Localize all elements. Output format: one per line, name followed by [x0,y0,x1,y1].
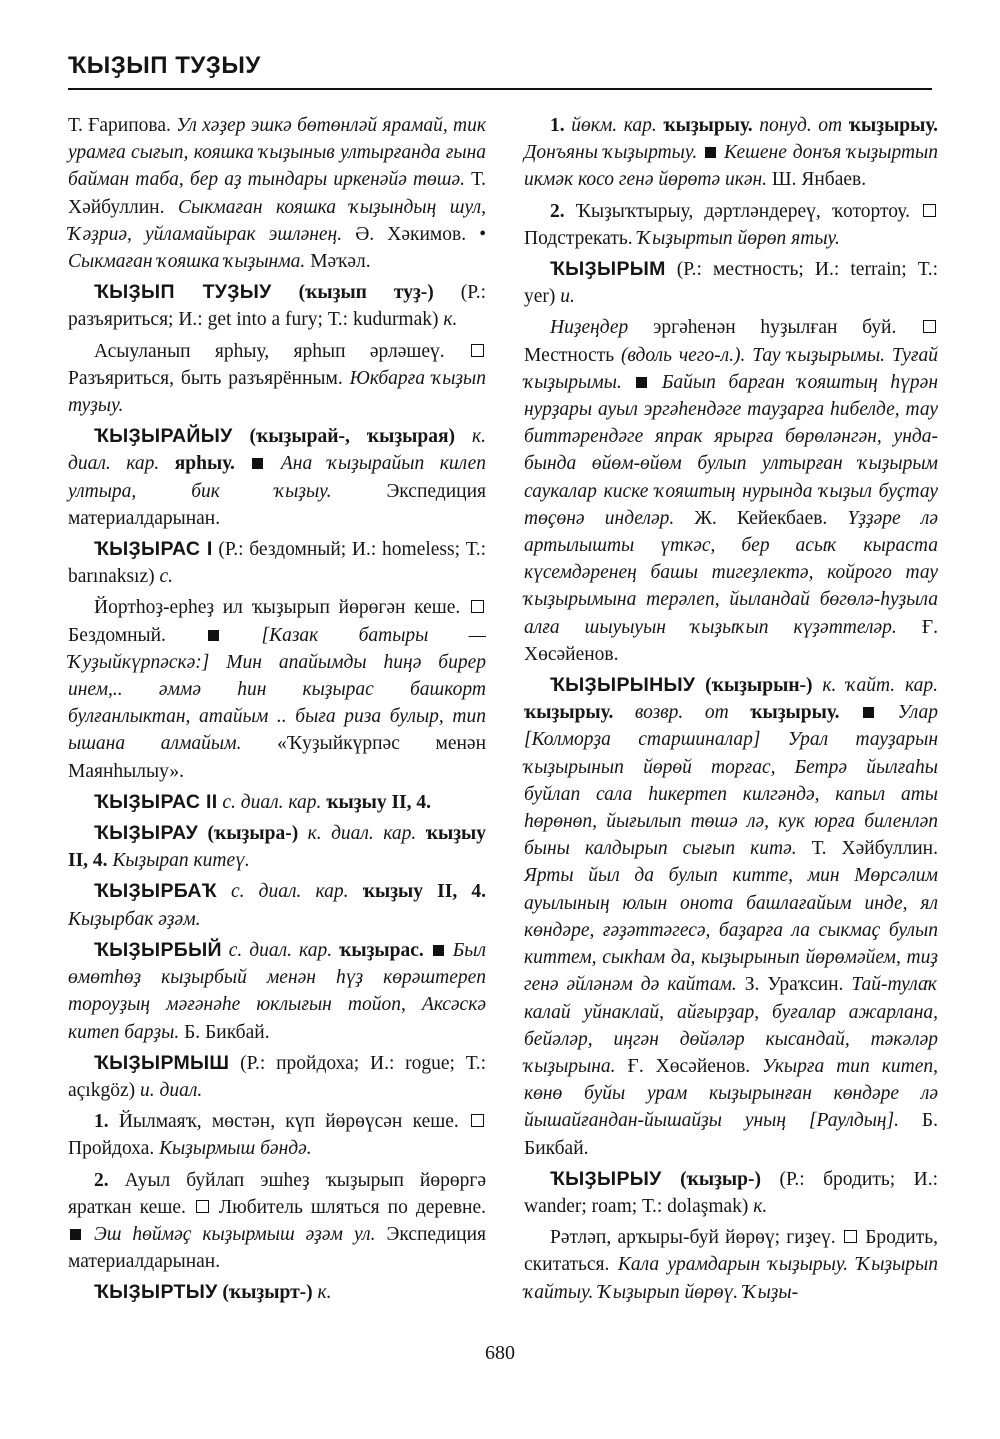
black-square-icon [636,377,647,388]
definition-paragraph [68,338,486,420]
bullet-icon: • [479,223,487,245]
definition-paragraph [524,1224,938,1306]
entry-kyzyrym [524,256,938,310]
headword: ҠЫҘЫРБЫЙ [94,938,222,961]
example-text: Кыҙырмыш бәндә. [159,1138,312,1160]
sense-number: 2. [94,1169,109,1191]
cross-reference: ҡыҙырыу. [663,115,753,136]
sense-number: 2. [550,200,565,222]
source-text: Б. Бикбай. [524,1110,938,1159]
source-text: Мәҡәл. [310,251,371,273]
example-text: Донъяны ҡыҙыртыу. [524,142,698,164]
example-text: Ул хәҙер эшкә бөтөнләй ярамай, тик урамға сығып, кояшка ҡыҙыныв ултырғанда ғына байман таба, бер аҙ тындары иркенәйә төшә. [68,115,486,191]
example-text: Тау ҡыҙырымы. Туғай ҡыҙырымы. [524,344,938,393]
russian-equivalent: Подстрекать. [524,227,633,249]
example-text: Байып барған ҡояштың һүрән нурҙары ауыл эргәһендәге тауҙарға һибелде, тау биттәрендәге япрак ярырға бөрөләнгән, унда-бында өйөм-өйөм булып ултырған ҡыҙырым саукалар киске ҡояштың нурында ҡыҙыл буҫтау төҫөнә инделәр. [524,371,938,529]
source-text: Ғ. Хөсәйенов. [627,1055,751,1077]
part-of-speech: к. диал. кар. [307,823,417,845]
source-text: З. Ураҡсин. [744,974,844,996]
entry-kyzyrtyu [68,1279,486,1306]
sense-2 [524,198,938,252]
header-rule [68,88,932,90]
russian-equivalent: Бродить, скитаться. [524,1227,939,1276]
word-forms: (ҡыҙыра-) [207,823,299,845]
cross-reference: ҡыҙырыу. [524,702,614,724]
headword: ҠЫҘЫРАУ [94,822,199,845]
headword: ҠЫҘЫРАС II [94,790,218,813]
definition: Йылмаяҡ, мөстән, күп йөрөүсән кеше. [118,1111,459,1133]
white-square-icon [844,1230,857,1243]
entry-kyzyras-1 [68,536,486,590]
example-text: Улар [Колморҙа старшиналар] Урал тауҙарын ҡыҙырынып йөрөй торғас, Бетрә йылғаһы буйлап сала һикертеп килгәндә, капыл аты һөрөнөп, йығылып төшә лә, кук юрға биленләп быны калдырып сығып китә. [524,702,939,860]
entry-kyzyp-tuzyu [68,279,486,333]
example-text: Укырға тип китеп, көнө буйы урам кыҙырынған көндәре лә йышайғандан-йышайҙы уның [Раулдың]. [524,1055,939,1132]
part-of-speech: к. [443,309,458,331]
black-square-icon [252,458,263,469]
word-forms: (ҡыҙыр-) [680,1168,761,1190]
source-text: Т. Хәйбуллин. [68,169,486,218]
example-text: Ярты йыл да булып китте, мин Мөрсәлим ауылының юлын онота башлағайым инде, ял көндәре, ғәҙәттәгесә, баҙарға ла сыкмаҫ булып киттем, сыкһам да, кыҙырынып йөрөмәйем, тиҙ генә әйләнәм дә кайтам. [524,865,938,996]
part-of-speech: и. диал. [140,1079,203,1101]
definition-paragraph [68,594,486,784]
russian-equivalent: Любитель шляться по деревне. [218,1196,486,1218]
definition: Асыуланып ярһыу, ярһып әрләшеү. [94,340,445,362]
headword: ҠЫҘЫРБАҠ [94,880,217,903]
source-text: Экспедиция материалдарынан. [68,1223,487,1273]
cross-reference: ҡыҙыу II, 4. [68,823,487,872]
sense-number: 1. [94,1111,109,1133]
sense-number: 1. [550,115,565,136]
white-square-icon [923,204,936,217]
sense-2 [68,1167,486,1276]
entry-kyzyrbak [68,878,486,932]
example-text: Сыкмаған кояшка ҡыҙындың шул, Ҡәҙриә, уйламайырак эшләнең. [68,196,486,245]
white-square-icon [471,1114,484,1127]
russian-equivalent: Бездомный. [68,624,166,646]
cross-reference: ҡыҙырас. [339,939,424,961]
source-text: Ш. Янбаев. [771,169,867,191]
right-column [524,112,938,1310]
source-text: Экспедиция материалдарынан. [68,480,486,529]
cross-reference: ҡыҙыу II, 4. [326,791,432,813]
headword: ҠЫҘЫРАЙЫУ [94,425,233,448]
running-head: ҠЫҘЫП ТУҘЫУ [68,52,261,79]
white-square-icon [471,344,484,357]
source-text: Ғ. Хөсәйенов. [524,616,938,665]
translations: (Р.: пройдоха; И.: rogue; Т.: açıkgöz) [68,1052,486,1101]
example-text: Эш һөймәҫ кыҙырмыш әҙәм ул. [93,1223,376,1245]
headword: ҠЫҘЫП ТУҘЫУ [94,281,272,304]
source-text: Б. Бикбай. [184,1021,270,1043]
part-of-speech: к. диал. кар. [68,426,486,475]
translations: (Р.: бездомный; И.: homeless; Т.: barınaksız) [68,539,487,588]
definition-paragraph [524,314,938,668]
definition: Йортһоҙ-ерһеҙ ил ҡыҙырып йөрөгән кеше. [94,597,461,619]
translations: (Р.: местность; И.: terrain; Т.: yer) [524,259,939,308]
entry-kyzyras-2 [68,789,486,816]
example-text: Кала урамдарын ҡыҙырыу. Ҡыҙырып ҡайтыу. Ҡыҙырып йөрөү. Ҡыҙы- [524,1254,938,1303]
part-of-speech: к. [317,1282,332,1304]
headword: ҠЫҘЫРАС I [94,538,213,561]
source-text: Ә. Хәкимов. [355,223,467,245]
part-of-speech: к. [753,1195,768,1217]
cross-reference: ҡыҙырыу. [750,702,840,724]
part-of-speech: к. ҡайт. кар. [822,675,939,697]
entry-kyzyrbyi [68,937,486,1046]
headword: ҠЫҘЫРЫУ [550,1167,662,1190]
definition: эргәһенән һуҙылған буй. [652,317,897,339]
headword: ҠЫҘЫРЫМ [550,258,666,281]
headword: ҠЫҘЫРМЫШ [94,1051,230,1074]
example-text: Кыҙырбак әҙәм. [68,908,201,930]
part-of-speech: с. диал. кар. [222,791,322,813]
source-text: Ж. Кейекбаев. [694,507,828,529]
black-square-icon [863,707,874,718]
usage-note: (вдоль чего-л.). [620,344,746,366]
example-text: Тай-тулаҡ калай уйнаклай, айғырҙар, буғалар ажарлана, бейәләр, иңгән дөйәләр кысандай, тәкәләр ҡыҙырына. [524,974,939,1077]
definition: Ниҙеңдер [550,317,629,339]
example-text: Был өмөтһөҙ кыҙырбый менән һүҙ көрәштереп тороуҙың мәғәнәһе юклығын тойоп, Аксәскә китеп барҙы. [68,939,486,1043]
page-number: 680 [485,1342,515,1364]
black-square-icon [208,630,219,641]
example-text: Юкбарға ҡыҙып туҙыу. [68,367,486,417]
part-of-speech: с. диал. кар. [231,881,349,903]
sense-1 [68,1108,486,1162]
definition: Ауыл буйлап эшһеҙ ҡыҙырып йөрөргә яраткан кеше. [68,1169,487,1218]
part-of-speech: и. [560,286,575,308]
russian-equivalent: Местность [524,344,615,366]
left-column [68,112,486,1311]
example-text: Үҙҙәре лә артылышты үткәс, бер асыҡ кыраста күсемдәренең башы тигеҙлектә, койрого тау ҡыҙырымына терәлеп, йыландай бөгөлә-һуҙыла алға шыуыуын ҡыҙыҡып күҙәттеләр. [524,507,938,638]
cross-reference: ҡыҙырыу. [848,115,939,136]
example-text: Кешене донъя ҡыҙыртып икмәк косо генә йөрөтә икән. [524,142,939,191]
word-forms: (ҡыҙырт-) [222,1282,313,1304]
entry-kyzyrau [68,820,486,874]
example-text: [Казак батыры — Ҡуҙыйкүрпәскә:] Мин апайымды һиңә бирер инем,.. әммә һин кыҙырас башкорт булғанлыктан, атайым .. быға риза булыр, тип ышана алмайым. [68,624,487,755]
proverb-text: Сыкмаған ҡояшка ҡыҙынма. [68,251,306,273]
cross-reference: ярһыу. [174,453,235,475]
entry-kyzyrmysh [68,1050,486,1104]
black-square-icon [70,1229,81,1240]
word-forms: (ҡыҙып туҙ-) [298,282,434,304]
entry-kyzyrynyu [524,672,938,1162]
headword: ҠЫҘЫРТЫУ [94,1281,218,1304]
headword: ҠЫҘЫРЫНЫУ [550,674,696,697]
cross-reference: ҡыҙыу II, 4. [362,881,486,903]
white-square-icon [196,1200,209,1213]
part-of-speech: понуд. от [759,115,843,136]
sense-1 [524,112,938,194]
entry-kyzyraiyu [68,423,486,532]
example-text: Ҡыҙыртып йөрөп ятыу. [637,227,840,249]
example-text: Кыҙырап китеү. [112,850,250,872]
black-square-icon [705,147,716,158]
definition: Ҡыҙыҡтырыу, дәртләндереү, ҡотортоу. [575,200,910,222]
russian-equivalent: Пройдоха. [68,1138,155,1160]
word-forms: (ҡыҙырын-) [705,675,813,697]
source-text: Т. Ғарипова. [68,115,171,136]
part-of-speech: йөкм. кар. [571,115,657,136]
translations: (Р.: разъяриться; И.: get into a fury; Т.: kudurmak) [68,282,486,331]
example-text: Ана ҡыҙырайып килеп ултыра, бик ҡыҙыу. [68,453,486,502]
entry-kyzyryu [524,1166,938,1220]
translations: (Р.: бродить; И.: wander; roam; Т.: dolaşmak) [524,1168,939,1217]
black-square-icon [433,945,444,956]
white-square-icon [923,320,936,333]
russian-equivalent: Разъяриться, быть разъярённым. [68,367,343,389]
source-text: Т. Хәйбуллин. [811,838,938,860]
part-of-speech: с. [159,566,174,588]
word-forms: (ҡыҙырай-, ҡыҙырая) [249,426,456,448]
source-text: «Ҡуҙыйкүрпәс менән Маянһылыу». [68,733,486,782]
continued-entry [68,112,486,275]
white-square-icon [471,600,484,613]
part-of-speech: с. диал. кар. [228,939,333,961]
part-of-speech: возвр. от [634,702,729,724]
definition: Рәтләп, арҡыры-буй йөрөү; гиҙеү. [550,1227,836,1249]
